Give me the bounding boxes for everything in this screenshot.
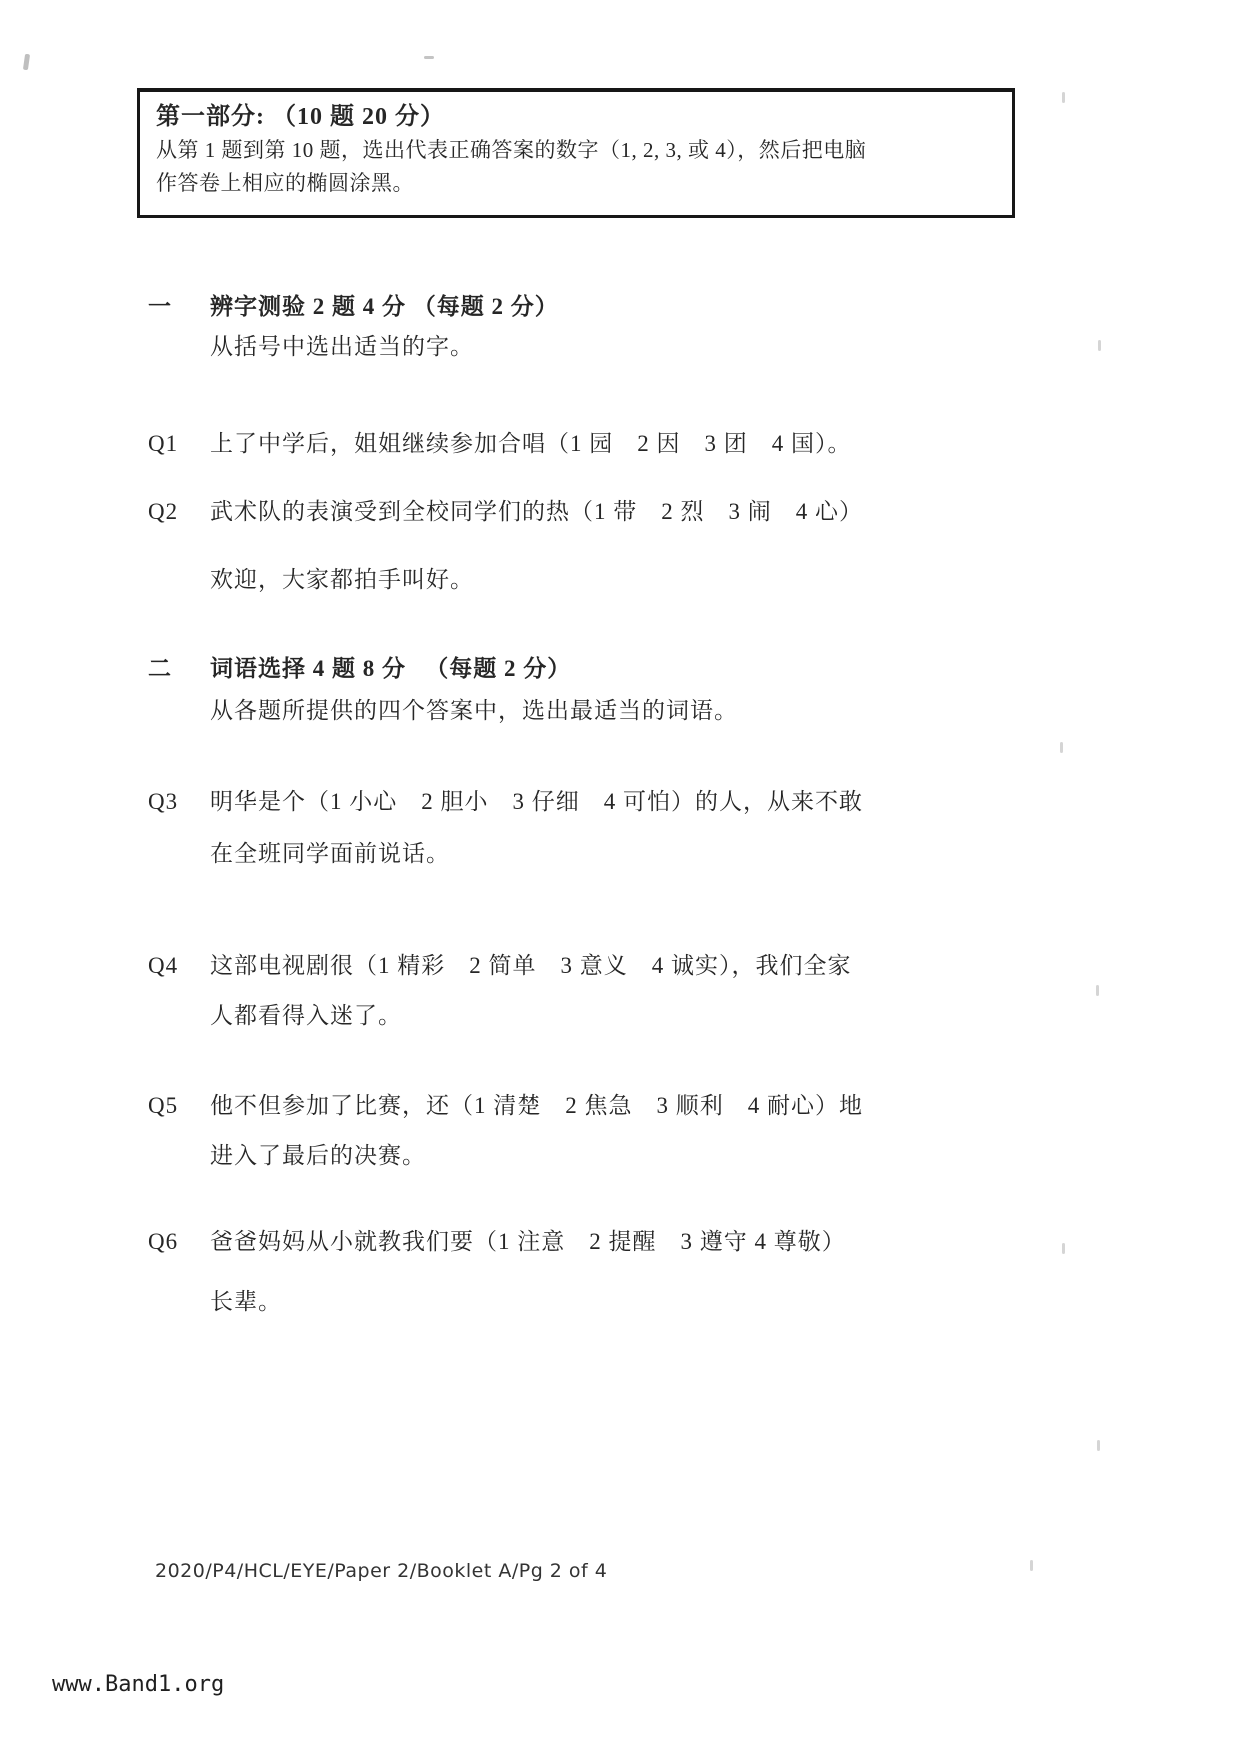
question-q6-line2: 长辈。	[210, 1289, 282, 1314]
section-2-number: 二	[148, 656, 172, 681]
scan-artifact	[1030, 1560, 1033, 1571]
part1-title: 第一部分: （10 题 20 分）	[156, 104, 445, 130]
section-2-title: 词语选择 4 题 8 分 （每题 2 分）	[210, 656, 572, 681]
question-q3	[148, 788, 1159, 817]
section-1-title: 辨字测验 2 题 4 分 （每题 2 分）	[210, 294, 559, 319]
section-1-instruction: 从括号中选出适当的字。	[210, 334, 474, 359]
question-q6-line1: 爸爸妈妈从小就教我们要（1 注意 2 提醒 3 遵守 4 尊敬）	[210, 1229, 846, 1254]
part1-instruction-line2: 作答卷上相应的椭圆涂黑。	[156, 171, 414, 195]
question-q2-line1: 武术队的表演受到全校同学们的热（1 带 2 烈 3 闹 4 心）	[210, 499, 863, 524]
question-q1-id: Q1	[148, 431, 179, 456]
question-q5	[148, 1092, 1159, 1121]
question-q3-line2: 在全班同学面前说话。	[210, 841, 450, 866]
scan-artifact	[1060, 742, 1063, 753]
question-q1-line1: 上了中学后，姐姐继续参加合唱（1 园 2 因 3 团 4 国）。	[210, 431, 852, 456]
section-2-instruction: 从各题所提供的四个答案中，选出最适当的词语。	[210, 698, 738, 723]
part1-header-box	[137, 88, 1015, 218]
scan-artifact	[1097, 1440, 1100, 1451]
scan-artifact	[1062, 92, 1065, 103]
question-q5-line2: 进入了最后的决赛。	[210, 1143, 426, 1168]
question-q4-line2: 人都看得入迷了。	[210, 1003, 402, 1028]
question-q2	[148, 498, 1159, 527]
question-q4-line1: 这部电视剧很（1 精彩 2 简单 3 意义 4 诚实），我们全家	[210, 953, 852, 978]
question-q2-line2: 欢迎，大家都拍手叫好。	[210, 567, 474, 592]
question-q4	[148, 952, 1159, 981]
section-2-heading	[148, 655, 1159, 684]
watermark-url: www.Band1.org	[52, 1672, 225, 1697]
question-q5-id: Q5	[148, 1093, 179, 1118]
question-q3-line1: 明华是个（1 小心 2 胆小 3 仔细 4 可怕）的人，从来不敢	[210, 789, 863, 814]
question-q6	[148, 1228, 1159, 1257]
question-q2-id: Q2	[148, 499, 179, 524]
question-q4-id: Q4	[148, 953, 179, 978]
section-1-heading	[148, 293, 1159, 322]
scan-artifact	[1096, 985, 1099, 996]
part1-instruction-line1: 从第 1 题到第 10 题，选出代表正确答案的数字（1, 2, 3, 或 4），然后把电脑	[156, 138, 867, 162]
section-1-number: 一	[148, 294, 172, 319]
question-q3-id: Q3	[148, 789, 179, 814]
scan-artifact	[23, 54, 30, 71]
question-q5-line1: 他不但参加了比赛，还（1 清楚 2 焦急 3 顺利 4 耐心）地	[210, 1093, 863, 1118]
question-q1	[148, 430, 1159, 459]
question-q6-id: Q6	[148, 1229, 179, 1254]
scan-artifact	[424, 56, 434, 59]
page-footer-reference: 2020/P4/HCL/EYE/Paper 2/Booklet A/Pg 2 of 4	[155, 1560, 608, 1582]
